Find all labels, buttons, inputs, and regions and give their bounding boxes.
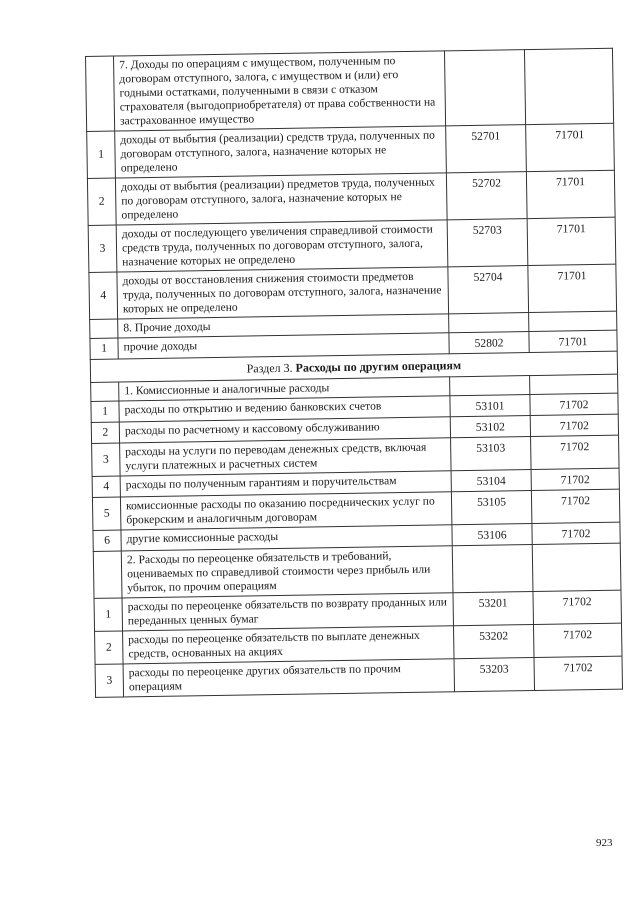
row-code: 53102 xyxy=(450,416,530,438)
row-number: 4 xyxy=(92,476,120,497)
row-account: 71701 xyxy=(526,170,615,218)
group-title: 2. Расходы по переоценке обязательств и требований, оцениваемых по справедливой стоимости через прибыль или убыток, по прочим операциям xyxy=(121,546,453,598)
page-number: 923 xyxy=(596,837,613,849)
row-code: 52802 xyxy=(449,332,529,354)
num-cell xyxy=(91,382,119,401)
row-number: 1 xyxy=(91,401,119,422)
table-row xyxy=(87,170,615,225)
row-number: 6 xyxy=(93,530,121,551)
row-code: 53103 xyxy=(451,437,532,471)
row-description: расходы по переоценке других обязательств по прочим операциям xyxy=(123,659,454,697)
num-cell xyxy=(93,551,122,598)
row-code: 53201 xyxy=(453,592,534,626)
row-description: расходы на услуги по переводам денежных средств, включая услуги платежных и расчетных систем xyxy=(120,438,451,476)
section-name: Расходы по другим операциям xyxy=(295,358,462,375)
row-number: 3 xyxy=(88,225,117,272)
row-code: 52703 xyxy=(447,219,528,267)
row-code: 52704 xyxy=(448,266,529,314)
row-description: прочие доходы xyxy=(118,333,449,359)
row-code: 52701 xyxy=(446,125,527,173)
row-number: 2 xyxy=(87,178,116,225)
account-cell xyxy=(532,543,621,591)
row-account: 71702 xyxy=(534,656,623,690)
row-number: 5 xyxy=(92,497,121,530)
row-account: 71702 xyxy=(533,590,622,624)
code-cell xyxy=(452,545,533,593)
row-account: 71702 xyxy=(531,489,620,523)
row-description: доходы от выбытия (реализации) предметов труда, полученных по договорам отступного, залога, назначение которых не определено xyxy=(115,173,447,225)
document-body xyxy=(85,48,622,698)
code-cell xyxy=(444,50,525,126)
row-number: 1 xyxy=(87,131,116,178)
table-row xyxy=(95,656,622,697)
row-number: 1 xyxy=(90,338,118,359)
row-description: расходы по полученным гарантиям и поручительствам xyxy=(120,471,451,497)
row-account: 71701 xyxy=(528,264,617,312)
group-header-row xyxy=(93,543,621,598)
row-account: 71702 xyxy=(533,623,622,657)
group-header-row xyxy=(86,48,614,131)
accounts-table xyxy=(85,48,623,698)
group-7-rows xyxy=(87,123,617,319)
row-code: 53203 xyxy=(454,658,535,692)
section-prefix: Раздел 3. xyxy=(246,360,293,376)
group-title: 1. Комиссионные и аналогичные расходы xyxy=(119,377,450,401)
row-number: 3 xyxy=(95,664,124,697)
row-description: доходы от выбытия (реализации) средств труда, полученных по договорам отступного, залога, назначение которых не определено xyxy=(115,126,447,178)
table-row xyxy=(87,123,615,178)
row-account: 71701 xyxy=(526,123,615,171)
row-description: другие комиссионные расходы xyxy=(121,525,452,551)
row-number: 3 xyxy=(92,443,121,476)
row-number: 2 xyxy=(95,631,124,664)
row-description: доходы от последующего увеличения справедливой стоимости средств труда, полученных по договорам отступного, залога, назначение которых не определено xyxy=(116,220,448,272)
row-account: 71702 xyxy=(532,522,620,544)
row-description: расходы по расчетному и кассовому обслуживанию xyxy=(119,417,450,443)
row-description: расходы по открытию и ведению банковских счетов xyxy=(119,396,450,422)
code-cell xyxy=(450,376,530,396)
row-code: 53101 xyxy=(450,395,530,417)
account-cell xyxy=(530,374,618,394)
row-number: 2 xyxy=(91,422,119,443)
code-cell xyxy=(449,313,529,333)
row-description: комиссионные расходы по оказанию посреднических услуг по брокерским и аналогичным договорам xyxy=(120,492,451,530)
table-row xyxy=(89,264,617,319)
row-account: 71702 xyxy=(530,393,618,415)
row-code: 53106 xyxy=(452,524,532,546)
row-code: 53105 xyxy=(451,491,532,525)
group-3-1-rows xyxy=(91,393,620,551)
group-title: 7. Доходы по операциям с имуществом, полученным по договорам отступного, залога, с имуществом и (или) его годными остатками, полученными в связи с отказом страхователя (выгодоприобретателя) от права собственности на застрахованное имущество xyxy=(114,51,446,131)
row-description: доходы от восстановления снижения стоимости предметов труда, полученных по договорам отступного, залога, назначение которых не определено xyxy=(117,267,449,319)
account-cell xyxy=(524,48,613,124)
row-description: расходы по переоценке обязательств по выплате денежных средств, основанных на акциях xyxy=(123,626,454,664)
row-code: 53104 xyxy=(451,470,531,492)
row-account: 71702 xyxy=(531,468,619,490)
row-code: 53202 xyxy=(453,625,534,659)
account-cell xyxy=(529,311,617,331)
row-code: 52702 xyxy=(446,172,527,220)
row-account: 71702 xyxy=(530,414,618,436)
row-account: 71701 xyxy=(527,217,616,265)
row-description: расходы по переоценке обязательств по возврату проданных или переданных ценных бумаг xyxy=(122,593,453,631)
row-account: 71702 xyxy=(531,435,620,469)
row-number: 1 xyxy=(94,598,123,631)
table-row xyxy=(88,217,616,272)
num-cell xyxy=(86,56,115,131)
group-3-2-rows xyxy=(94,590,622,697)
group-title: 8. Прочие доходы xyxy=(118,314,449,338)
num-cell xyxy=(90,319,118,338)
row-account: 71701 xyxy=(529,330,617,352)
row-number: 4 xyxy=(89,272,118,319)
